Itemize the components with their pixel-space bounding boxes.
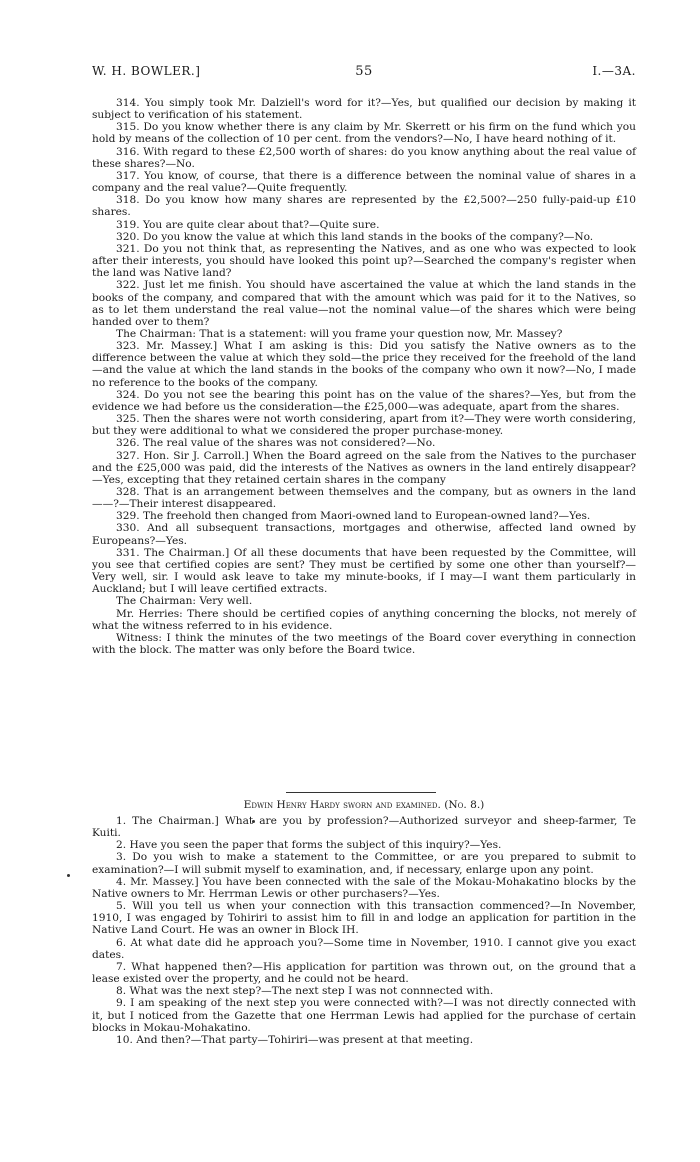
paragraph: 5. Will you tell us when your connection with this transaction commenced?—In November, 1910, I was engaged by Tohiriri to assist him to fill in and lodge an application for partition in the Native Land Court. He was an owner in Block IH. [92, 900, 636, 937]
paragraph: 6. At what date did he approach you?—Some time in November, 1910. I cannot give you exact dates. [92, 936, 636, 961]
paragraph: 318. Do you know how many shares are represented by the £2,500?—250 fully-paid-up £10 shares. [92, 194, 636, 219]
header-left: W. H. BOWLER.] [92, 64, 201, 78]
paragraph: 9. I am speaking of the next step you were connected with?—I was not directly connected with it, but I noticed from the Gazette that one Herrman Lewis had applied for the purchase of certain blocks in Mokau-Mohakatino. [92, 997, 636, 1034]
paragraph: Witness: I think the minutes of the two meetings of the Board cover everything in connection with the block. The matter was only before the Board twice. [92, 631, 636, 657]
paragraph: 319. You are quite clear about that?—Quite sure. [116, 218, 380, 231]
paragraph: 330. And all subsequent transactions, mortgages and otherwise, affected land owned by Europeans?—Yes. [92, 522, 636, 547]
paragraph: 2. Have you seen the paper that forms the subject of this inquiry?—Yes. [116, 839, 502, 852]
paragraph: 323. Mr. Massey.] What I am asking is this: Did you satisfy the Native owners as to the difference between the value at which they sold—the price they received for the freehold of the land—and the value at which the land stands in the books of the company who own it now?—No, I made no reference to the books of the company. [92, 340, 636, 389]
page-number: 55 [355, 64, 373, 79]
paragraph: The Chairman: Very well. [116, 595, 253, 608]
evidence-section-1 [92, 97, 636, 656]
paragraph: 8. What was the next step?—The next step I was not connnected with. [116, 985, 494, 998]
paragraph: Mr. Herries: There should be certified copies of anything concerning the blocks, not merely of what the witness referred to in his evidence. [92, 607, 636, 632]
header-right: I.—3A. [592, 64, 636, 78]
paragraph: 321. Do you not think that, as representing the Natives, and as one who was expected to look after their interests, you should have looked this point up?—Searched the company's register when the land was Native land? [92, 242, 636, 280]
witness-heading: Edwin Henry Hardy sworn and examined. (No. 8.) [243, 799, 485, 811]
paragraph: 317. You know, of course, that there is a difference between the nominal value of shares in a company and the real value?—Quite frequently. [92, 169, 636, 195]
paragraph: 10. And then?—That party—Tohiriri—was present at that meeting. [116, 1033, 474, 1046]
paragraph: 314. You simply took Mr. Dalziell's word for it?—Yes, but qualified our decision by making it subject to verification of his statement. [92, 97, 636, 122]
paragraph: 326. The real value of the shares was not considered?—No. [116, 437, 436, 450]
document-page [92, 64, 636, 1046]
paragraph: 4. Mr. Massey.] You have been connected with the sale of the Mokau-Mohakatino blocks by the Native owners to Mr. Herrman Lewis or other purchasers?—Yes. [92, 875, 636, 900]
paragraph: 316. With regard to these £2,500 worth of shares: do you know anything about the real value of these shares?—No. [92, 145, 636, 170]
margin-mark [67, 874, 70, 877]
paragraph: 325. Then the shares were not worth considering, apart from it?—They were worth considering, but they were additional to what we considered the proper purchase-money. [92, 413, 636, 438]
paragraph: 315. Do you know whether there is any claim by Mr. Skerrett or his firm on the fund which you hold by means of the collection of 10 per cent. from the vendors?—No, I have heard nothing of it. [92, 121, 636, 146]
section-divider [286, 792, 436, 793]
paragraph: 324. Do you not see the bearing this point has on the value of the shares?—Yes, but from the evidence we had before us the consideration—the £25,000—was adequate, apart from the shares. [92, 388, 636, 413]
paragraph: 328. That is an arrangement between themselves and the company, but as owners in the land——?—Their interest disappeared. [92, 486, 636, 511]
paragraph: 1. The Chairman.] What are you by profession?—Authorized surveyor and sheep-farmer, Te Kuiti. [92, 815, 636, 840]
paragraph: 7. What happened then?—His application for partition was thrown out, on the ground that a lease existed over the property, and he could not be heard. [92, 960, 636, 986]
paragraph: 331. The Chairman.] Of all these documents that have been requested by the Committee, will you see that certified copies are sent? They must be certified by some one other than yourself?—Very well, sir. I would ask leave to take my minute-books, if I may—I want them particularly in Auckland; but I will leave certified extracts. [92, 546, 636, 596]
paragraph: 327. Hon. Sir J. Carroll.] When the Board agreed on the sale from the Natives to the purchaser and the £25,000 was paid, did the interests of the Natives as owners in the land entirely disappear?—Yes, excepting that they retained certain shares in the company [92, 449, 636, 486]
page-header [92, 64, 636, 79]
paragraph: 322. Just let me finish. You should have ascertained the value at which the land stands in the books of the company, and compared that with the amount which was paid for it to the Natives, so as to let them understand the real value—not the nominal value—of the shares which were being handed over to them? [92, 279, 636, 328]
evidence-section-2 [92, 799, 636, 1046]
paragraph: 320. Do you know the value at which this land stands in the books of the company?—No. [116, 230, 594, 243]
paragraph: The Chairman: That is a statement: will you frame your question now, Mr. Massey? [116, 327, 563, 340]
paragraph: 329. The freehold then changed from Maori-owned land to European-owned land?—Yes. [116, 510, 591, 523]
paragraph: 3. Do you wish to make a statement to the Committee, or are you prepared to submit to examination?—I will submit myself to examination, and, if necessary, enlarge upon any point. [92, 851, 636, 876]
